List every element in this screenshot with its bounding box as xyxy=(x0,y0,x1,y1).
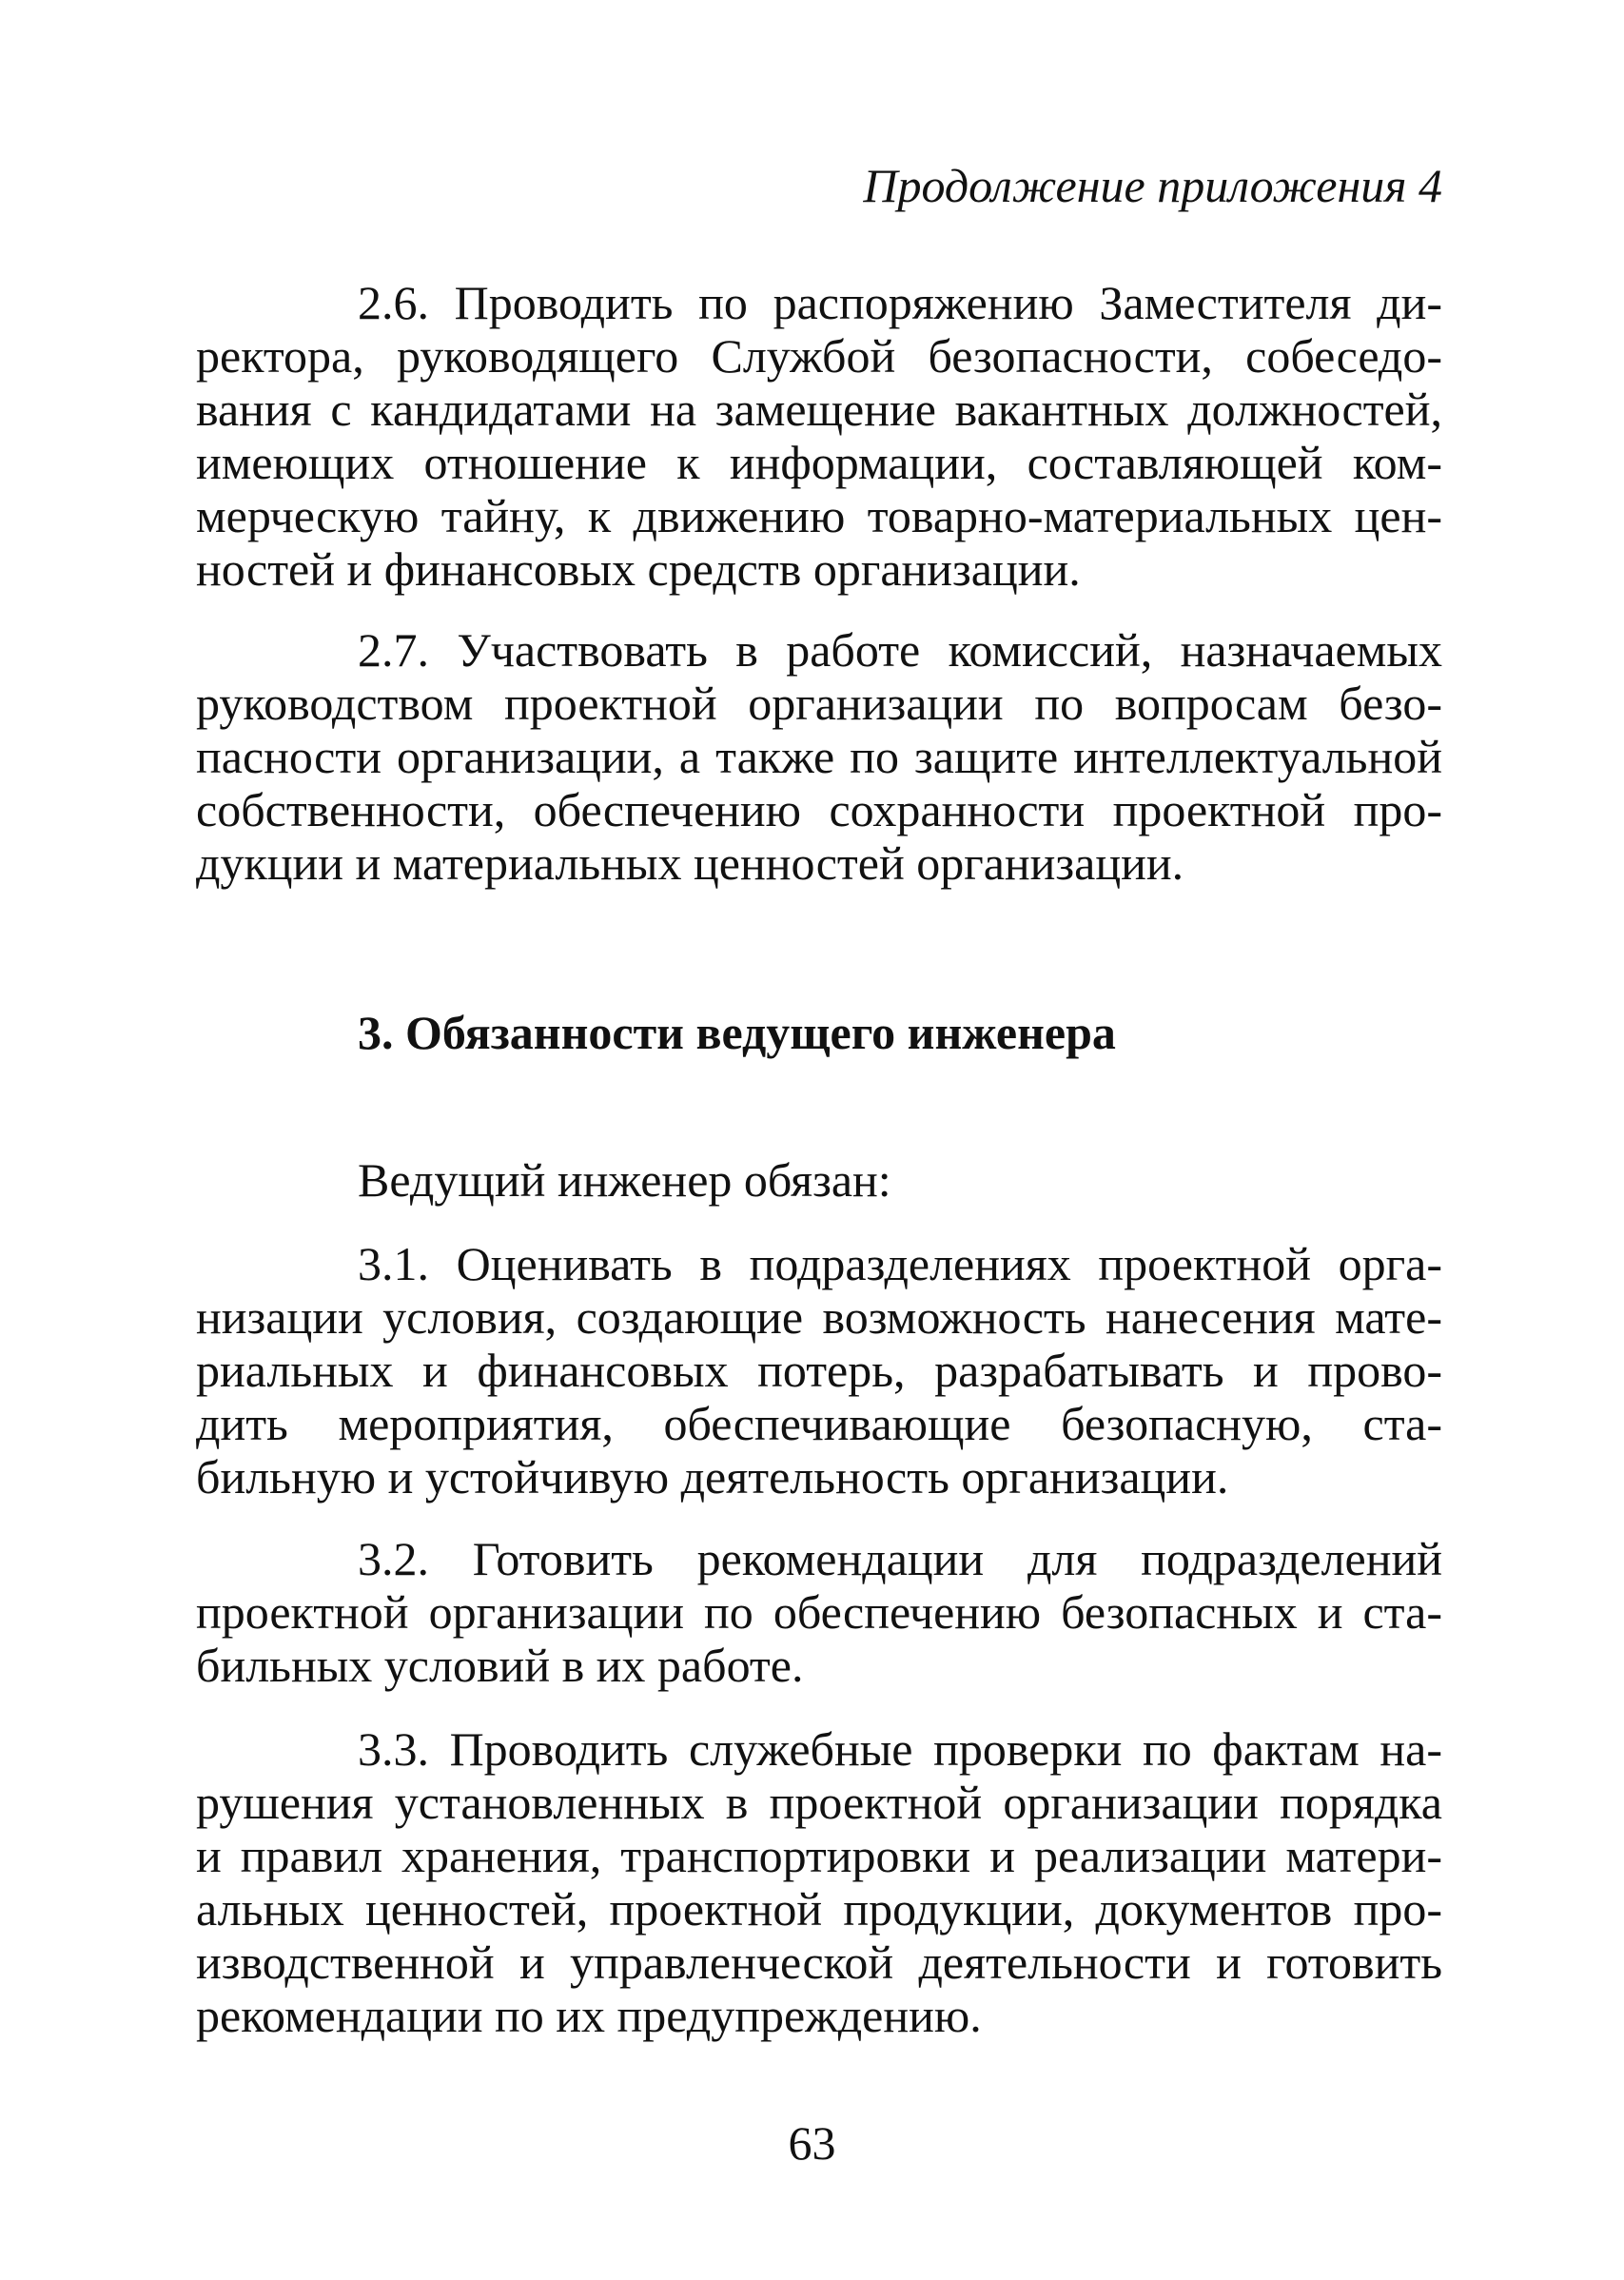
paragraph-line: бильных условий в их работе. xyxy=(196,1639,804,1692)
paragraph-2-7 xyxy=(196,623,1442,890)
paragraph-line: 3.1. Оценивать в подразделениях проектной орга- xyxy=(358,1237,1442,1290)
paragraph-line: риальных и финансовых потерь, разрабатывать и прово- xyxy=(196,1344,1442,1397)
paragraph-line: ностей и финансовых средств организации. xyxy=(196,542,1081,596)
paragraph-line: альных ценностей, проектной продукции, документов про- xyxy=(196,1882,1442,1936)
paragraph-3-1 xyxy=(196,1237,1442,1504)
paragraph-line: вания с кандидатами на замещение вакантных должностей, xyxy=(196,383,1442,436)
page-number: 63 xyxy=(788,2116,836,2170)
paragraph-line: проектной организации по обеспечению безопасных и ста- xyxy=(196,1585,1442,1639)
paragraph-line: рекомендации по их предупреждению. xyxy=(196,1989,982,2042)
paragraph-line: 3.2. Готовить рекомендации для подразделений xyxy=(358,1532,1442,1585)
paragraph-line: и правил хранения, транспортировки и реализации матери- xyxy=(196,1829,1442,1882)
paragraph-line: дукции и материальных ценностей организации. xyxy=(196,836,1184,890)
page-header-continuation: Продолжение приложения 4 xyxy=(863,159,1442,212)
paragraph-3-3 xyxy=(196,1722,1442,2042)
paragraph-line: мерческую тайну, к движению товарно-материальных цен- xyxy=(196,489,1442,542)
paragraph-line: 2.6. Проводить по распоряжению Заместителя ди- xyxy=(358,276,1442,329)
paragraph-line: имеющих отношение к информации, составляющей ком- xyxy=(196,436,1442,489)
section-intro: Ведущий инженер обязан: xyxy=(358,1153,891,1207)
paragraph-line: пасности организации, а также по защите интеллектуальной xyxy=(196,730,1442,783)
paragraph-line: рушения установленных в проектной организации порядка xyxy=(196,1776,1442,1829)
paragraph-line: руководством проектной организации по вопросам безо- xyxy=(196,677,1442,730)
paragraph-line: изводственной и управленческой деятельности и готовить xyxy=(196,1936,1442,1989)
paragraph-line: дить мероприятия, обеспечивающие безопасную, ста- xyxy=(196,1397,1442,1450)
paragraph-line: низации условия, создающие возможность нанесения мате- xyxy=(196,1290,1442,1344)
paragraph-line: собственности, обеспечению сохранности проектной про- xyxy=(196,783,1442,836)
section-heading: 3. Обязанности ведущего инженера xyxy=(358,1006,1116,1059)
paragraph-line: 3.3. Проводить служебные проверки по фактам на- xyxy=(358,1722,1442,1776)
paragraph-3-2 xyxy=(196,1532,1442,1692)
paragraph-line: бильную и устойчивую деятельность организации. xyxy=(196,1450,1229,1504)
paragraph-line: 2.7. Участвовать в работе комиссий, назначаемых xyxy=(358,623,1442,677)
paragraph-2-6 xyxy=(196,276,1442,596)
paragraph-line: ректора, руководящего Службой безопасности, собеседо- xyxy=(196,329,1442,383)
